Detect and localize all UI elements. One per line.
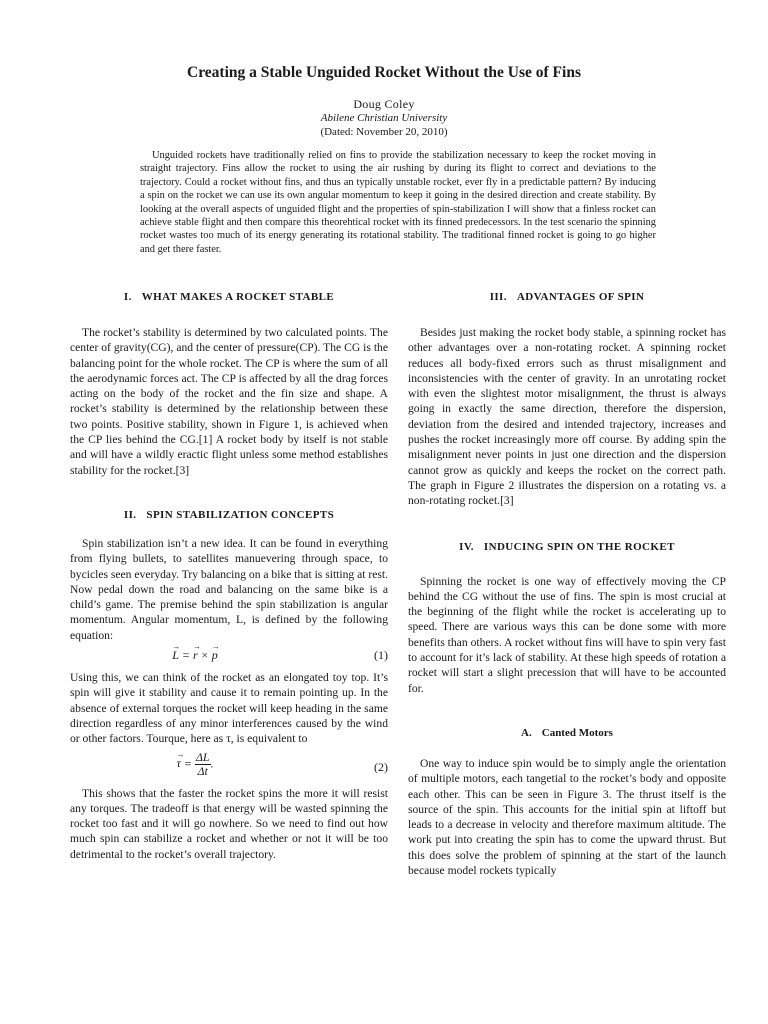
subsection-4a-paragraph: One way to induce spin would be to simply angle the orientation of multiple motors, each tangetial to the rocket’s body and opposite each other. This can be seen in Figure 3. The thrust itself is the source of the spin. This accounts for the initial spin at liftoff but leads to a decrease in velocity and therefore maximum altitude. The work put into creating the spin has to come the upward thrust. But this does solve the problem of spinning at the start of the launch because model rockets typically xyxy=(408,756,726,878)
section-1-paragraph: The rocket’s stability is determined by two calculated points. The center of gravity(CG), and the center of pressure(CP). The CG is the balancing point for the whole rocket. The CP is where the sum of all the aerodynamic forces act. The CP is affected by all the drag forces acting on the body of the rocket and the fin size and shape. A rocket’s stability is determined by the relationship between these two points. Positive stability, shown in Figure 1, is achieved when the CP lies behind the CG.[1] A rocket body by itself is not stable and will have a wildly eractic flight unless some method establishes stability for the rocket.[3] xyxy=(70,326,388,477)
affiliation: Abilene Christian University xyxy=(320,112,448,124)
section-heading-3: III. ADVANTAGES OF SPIN xyxy=(489,291,645,303)
equation-1-tag: (1) xyxy=(374,648,388,663)
section-2-paragraph-2: Using this, we can think of the rocket as an elongated toy top. It’s spin will give it stability and cause it to remain pointing up. In the absence of external torques the rocket will keep heading in the same direction regardless of any minor interferences caused by the wind or other factors. Tourque, here as τ, is equivalent to xyxy=(70,671,388,746)
section-2-paragraph-1: Spin stabilization isn’t a new idea. It can be found in everything from flying bullets, to satellites manuevering through space, to bycicles seen everyday. Try balancing on a bike that is sitting at rest. Now pedal down the road and balancing on the same bike is a child’s game. The premise behind the spin stabilization is angular momentum. Angular momentum, L, is defined by the following equation: xyxy=(70,536,389,642)
section-heading-1: I. WHAT MAKES A ROCKET STABLE xyxy=(123,291,335,303)
section-heading-2: II. SPIN STABILIZATION CONCEPTS xyxy=(123,508,335,521)
author-name: Doug Coley xyxy=(353,97,415,111)
equation-2: → τ = $\frac{\Delta L}{\Delta t}$ . (2) xyxy=(70,751,388,783)
abstract: Unguided rockets have traditionally relied on fins to provide the stabilization necessary to keep the rocket moving in straight trajectory. Fins allow the rocket to using the air rushing by during its flight to correct and deviations to the trajectory. Could a rocket without fins, and thus an typically unstable rocket, ever fly in a predictable pattern? By inducing a spin on the rocket we can use its own angular momentum to keep it going in the desired direction and create stability. By looking at the overall aspects of unguided flight and the properties of spin-stabilization I will show that a finless rocket can achieve stable flight and then compare this theorehtical rocket with its finned predecessors. In the test scenario the spinning rocket wastes too much of its energy generating its rotational stability. The traditional finned rocket is going to go higher and get there faster. xyxy=(140,150,656,255)
equation-1: → L = → r × → p (1) xyxy=(70,647,388,667)
section-heading-4: IV. INDUCING SPIN ON THE ROCKET xyxy=(459,540,675,553)
right-column xyxy=(408,290,726,878)
left-column xyxy=(70,290,388,862)
subsection-heading-4a: A. Canted Motors xyxy=(521,726,613,739)
section-2-paragraph-3: This shows that the faster the rocket spins the more it will resist any torques. The tradeoff is that energy will be wasted spinning the rocket too fast and it will go nowhere. So we need to find out how much spin can stabilize a rocket and whether or not it will be too detrimental to the rocket’s overall trajectory. xyxy=(70,786,388,861)
section-3-paragraph: Besides just making the rocket body stable, a spinning rocket has other advantages over a non-rotating rocket. A spinning rocket reduces all body-fixed errors such as thrust misalignment and inconsistencies with the center of gravity. In an unrotating rocket with even the slightest motor misalignment, the thrust is always going in exactly the same direction, therefore the dispersion, deviation from the desired and intended trajectory, increases and pushes the rocket increasingly more off course. By adding spin the misalignment never points in just one direction and the dispersion cannot grow as quickly and keeps the rocket on the correct path. The graph in Figure 2 illustrates the dispersion on a rotating vs. a non-rotating rocket.[3] xyxy=(408,326,726,508)
paper-title: Creating a Stable Unguided Rocket Without the Use of Fins xyxy=(187,64,581,81)
section-4-paragraph: Spinning the rocket is one way of effectively moving the CP behind the CG without the use of fins. The spin is most crucial at the beginning of the flight while the rocket is accelerating up to speed. There are various ways this can be done some with more benefits than others. A rocket without fins will have to spin very fast to account for it’s lack of stability. At these high speeds of rotation a rocket will start a slight precession that will have to be accounted for. xyxy=(408,574,726,695)
equation-2-tag: (2) xyxy=(374,759,388,774)
date-line: (Dated: November 20, 2010) xyxy=(320,126,448,138)
